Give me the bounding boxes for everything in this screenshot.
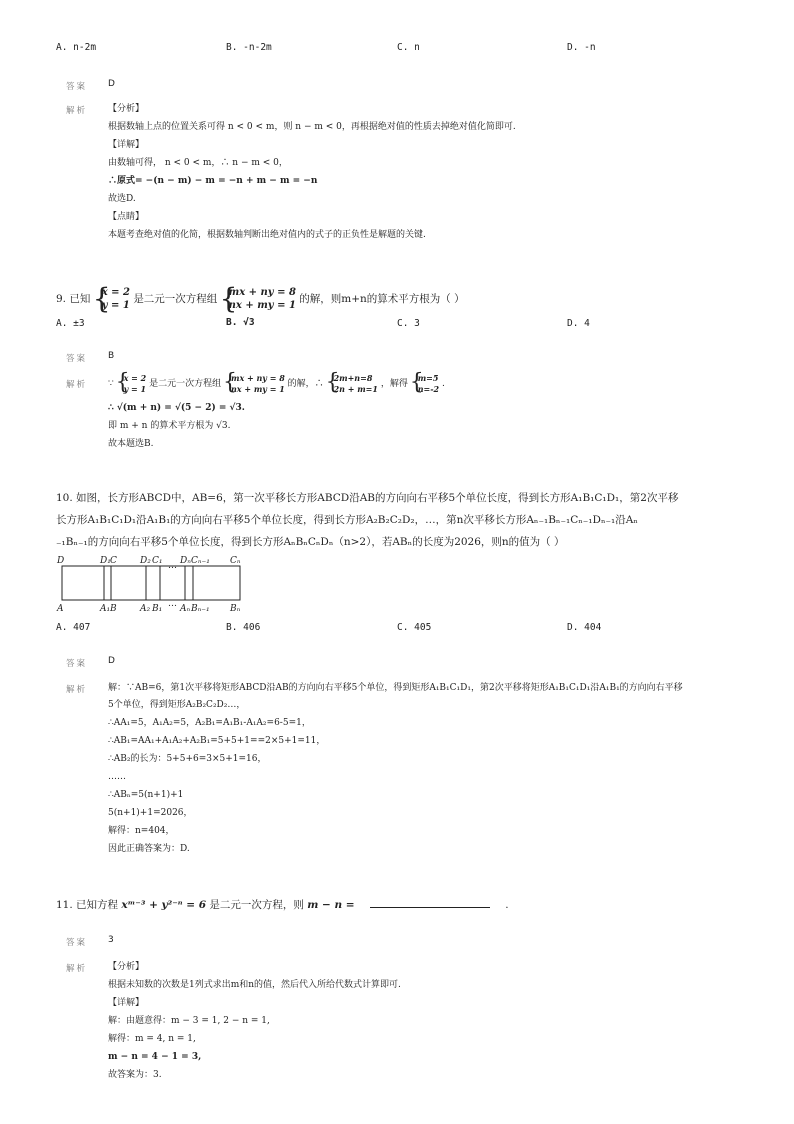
q11-end: . [505, 899, 509, 911]
q9-suffix: 的解，则m+n的算术平方根为（ ） [299, 293, 465, 305]
q10-answer: D [108, 656, 115, 666]
q8-line-6: 故选D. [108, 194, 136, 204]
q8-line-2: 根据数轴上点的位置关系可得 n < 0 < m，则 n − m < 0，再根据绝对值的性质去掉绝对值化简即可. [108, 122, 516, 132]
q9-prefix: 9. 已知 [56, 293, 91, 305]
q11-analysis-label: 解析 [66, 964, 88, 974]
q9-line-2: ∴ √(m + n) = √(5 − 2) = √3. [108, 403, 245, 413]
q9-line-3: 即 m + n 的算术平方根为 √3. [108, 421, 231, 431]
q9-solution-line-1 [108, 371, 445, 397]
q9-given-eq-1: { x = 2 [101, 287, 130, 298]
q11-line-5: 解得：m = 4, n = 1, [108, 1034, 196, 1044]
q10-line-10: 因此正确答案为：D. [108, 844, 190, 854]
q8-answer: D [108, 79, 115, 89]
q10-label-bn1: Bₙ₋₁ [191, 604, 210, 614]
q9-sol-s2-eq2: nx + my = 1 [230, 383, 285, 394]
q10-line-1: 解：∵AB=6，第1次平移将矩形ABCD沿AB的方向向右平移5个单位，得到矩形A₁B₁C₁D₁，第2次平移将矩形A₁B₁C₁D₁沿A₁B₁的方向向右平移 [108, 683, 683, 693]
q9-stem [56, 284, 465, 314]
q8-option-d: D. -n [567, 42, 596, 53]
q10-label-b: B [110, 604, 117, 614]
q11-answer-blank[interactable] [370, 907, 490, 908]
q8-line-8: 本题考查绝对值的化简，根据数轴判断出绝对值内的式子的正负性是解题的关键. [108, 230, 426, 240]
q10-option-c: C. 405 [397, 622, 432, 633]
q9-system-eq-1: { mx + ny = 8 [228, 287, 296, 298]
q8-line-4: 由数轴可得， n < 0 < m，∴ n − m < 0， [108, 158, 288, 168]
q10-outer-rect [62, 566, 240, 600]
q9-sol-s1-eq2: y = 1 [123, 383, 147, 394]
q10-line-3: ∴AA₁=5，A₁A₂=5，A₂B₁=A₁B₁-A₁A₂=6-5=1， [108, 718, 311, 728]
q10-line-4: ∴AB₁=AA₁+A₁A₂+A₂B₁=5+5+1==2×5+1=11， [108, 736, 326, 746]
q8-option-a: A. n-2m [56, 42, 97, 53]
q8-line-7: 【点睛】 [108, 212, 145, 222]
q9-sol-because: ∵ [108, 379, 114, 389]
q10-label-bn: Bₙ [230, 604, 241, 614]
q9-equation-system [221, 286, 296, 312]
q11-line-1: 【分析】 [108, 962, 145, 972]
q10-line-6: …… [108, 772, 126, 782]
q11-prefix: 11. 已知方程 [56, 899, 119, 911]
q9-given-system [94, 286, 130, 312]
q11-equation: xᵐ⁻³ + y²⁻ⁿ = 6 [121, 899, 207, 911]
q9-line-4: 故本题选B. [108, 439, 154, 449]
q10-dots-bottom: … [168, 599, 177, 609]
q9-given-eq-2: y = 1 [101, 300, 130, 311]
q10-dots-top: … [168, 561, 177, 571]
q9-sol-mid3: ，解得 [380, 379, 408, 389]
q10-line-9: 解得：n=404， [108, 826, 175, 836]
q11-line-7: 故答案为：3. [108, 1070, 162, 1080]
q10-label-d1: D₁ [100, 556, 111, 566]
q10-option-a: A. 407 [56, 622, 91, 633]
q10-label-cn: Cₙ [230, 556, 241, 566]
q10-stem-line-3: ₋₁Bₙ₋₁的方向向右平移5个单位长度，得到长方形AₙBₙCₙDₙ（n>2），若ABₙ的长度为2026，则n的值为（ ） [56, 536, 565, 548]
q9-sol-s4-eq2: n=-2 [417, 383, 440, 394]
q9-sol-s3-eq1: { 2m+n=8 [333, 372, 373, 383]
q9-option-a: A. ±3 [56, 318, 85, 329]
q10-label-a1: A₁ [100, 604, 111, 614]
q10-label-c: C [110, 556, 117, 566]
q11-line-6: m − n = 4 − 1 = 3, [108, 1052, 202, 1062]
q9-mid: 是二元一次方程组 [133, 293, 218, 305]
q11-answer-label: 答案 [66, 938, 88, 948]
q10-analysis-label: 解析 [66, 685, 88, 695]
q10-label-an: Aₙ [180, 604, 191, 614]
q8-line-3: 【详解】 [108, 140, 145, 150]
q9-sol-end: . [442, 379, 445, 389]
q10-answer-label: 答案 [66, 659, 88, 669]
q10-option-b: B. 406 [226, 622, 261, 633]
q9-answer-label: 答案 [66, 354, 88, 364]
q10-label-d2: D₂ [140, 556, 151, 566]
q10-label-b1: B₁ [152, 604, 163, 614]
q10-line-5: ∴AB₂的长为：5+5+6=3×5+1=16， [108, 754, 267, 764]
q10-label-d: D [57, 556, 65, 566]
q10-stem-line-2: 长方形A₁B₁C₁D₁沿A₁B₁的方向向右平移5个单位长度，得到长方形A₂B₂C₂D₂，…，第n次平移长方形Aₙ₋₁Bₙ₋₁Cₙ₋₁Dₙ₋₁沿Aₙ [56, 514, 638, 526]
q10-rectangles-figure [54, 552, 254, 614]
q10-label-cn1: Cₙ₋₁ [191, 556, 210, 566]
q9-sol-system-1 [117, 373, 147, 395]
q8-line-5: ∴原式= −(n − m) − m = −n + m − m = −n [108, 176, 318, 186]
q9-sol-mid2: 的解，∴ [287, 379, 324, 389]
q10-label-c1: C₁ [152, 556, 163, 566]
q11-expression: m − n = [307, 899, 355, 911]
q9-option-d: D. 4 [567, 318, 590, 329]
q10-line-2: 5个单位，得到矩形A₂B₂C₂D₂…， [108, 700, 246, 710]
q10-stem-line-1: 10. 如图，长方形ABCD中，AB=6，第一次平移长方形ABCD沿AB的方向向右平移5个单位长度，得到长方形A₁B₁C₁D₁，第2次平移 [56, 492, 679, 504]
q11-answer: 3 [108, 935, 114, 945]
q9-sol-s3-eq2: 2n + m=1 [333, 383, 378, 394]
q10-line-8: 5(n+1)+1=2026， [108, 808, 193, 818]
q8-analysis-label: 解析 [66, 106, 88, 116]
q8-answer-label: 答案 [66, 82, 88, 92]
q9-option-c: C. 3 [397, 318, 420, 329]
q10-option-d: D. 404 [567, 622, 602, 633]
q11-mid: 是二元一次方程，则 [209, 899, 304, 911]
q11-line-3: 【详解】 [108, 998, 145, 1008]
q10-label-dn: Dₙ [180, 556, 191, 566]
q11-line-4: 解：由题意得：m − 3 = 1, 2 − n = 1, [108, 1016, 270, 1026]
q9-answer: B [108, 351, 115, 361]
q9-analysis-label: 解析 [66, 380, 88, 390]
q10-label-a2: A₂ [140, 604, 151, 614]
q9-sol-mid: 是二元一次方程组 [149, 379, 222, 389]
q9-sol-s4-eq1: { m=5 [417, 372, 439, 383]
q9-sol-system-3 [327, 373, 378, 395]
q9-system-eq-2: nx + my = 1 [228, 300, 296, 311]
q9-sol-s1-eq1: { x = 2 [123, 372, 147, 383]
q11-line-2: 根据未知数的次数是1列式求出m和n的值，然后代入所给代数式计算即可. [108, 980, 401, 990]
q10-label-a: A [57, 604, 64, 614]
q8-option-c: C. n [397, 42, 420, 53]
q8-line-1: 【分析】 [108, 104, 145, 114]
q9-option-b: B. √3 [226, 317, 255, 328]
q9-sol-system-4 [411, 373, 439, 395]
q10-line-7: ∴ABₙ=5(n+1)+1 [108, 790, 184, 800]
q9-sol-system-2 [224, 373, 285, 395]
q9-sol-s2-eq1: { mx + ny = 8 [230, 372, 285, 383]
q11-stem [56, 897, 509, 912]
q8-option-b: B. -n-2m [226, 42, 272, 53]
